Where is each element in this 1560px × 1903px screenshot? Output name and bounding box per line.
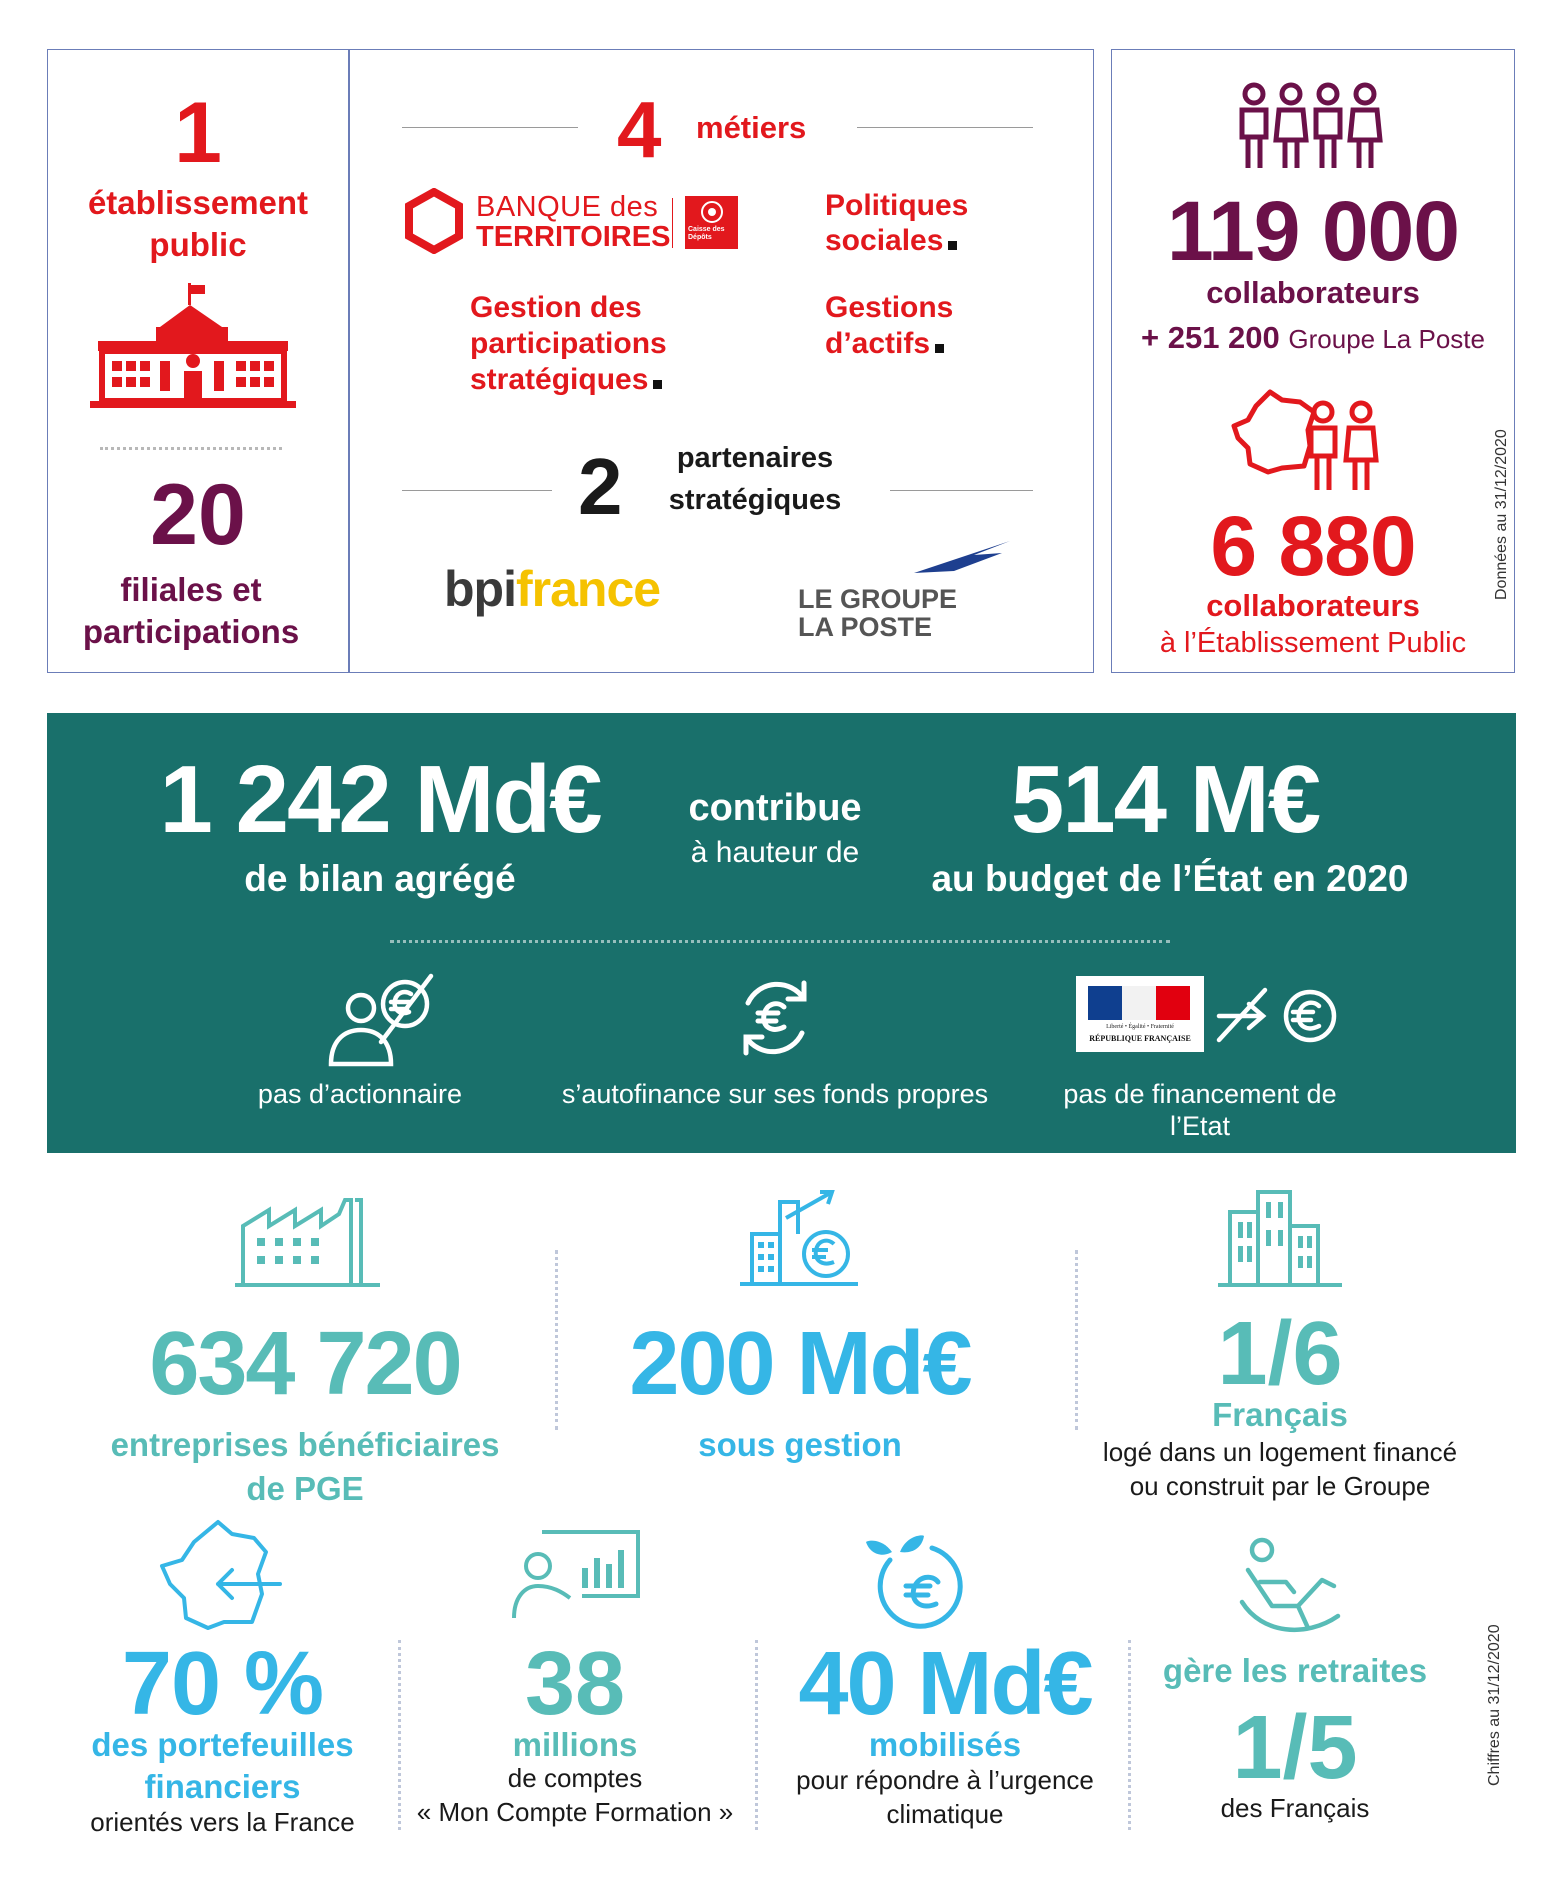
laposte-logo-line1: LE GROUPE	[798, 584, 958, 614]
no-state-funding-label: pas de financement de l’Etat	[1063, 1079, 1337, 1141]
filiales-count: 20	[150, 467, 246, 563]
divider	[555, 1250, 558, 1430]
no-shareholder-label: pas d’actionnaire	[257, 1079, 463, 1109]
rf-flag-red	[1156, 986, 1190, 1020]
groupe-la-poste-line	[1111, 320, 1515, 357]
rf-flag-blue	[1088, 986, 1122, 1020]
portfolio-label-1: des portefeuilles	[91, 1726, 354, 1763]
managed-assets-number: 200 Md€	[629, 1314, 971, 1414]
pge-label-2: de PGE	[246, 1470, 364, 1507]
france-arrow-icon	[158, 1518, 288, 1630]
pge-label-1: entreprises bénéficiaires	[110, 1426, 500, 1463]
climate-number: 40 Md€	[798, 1634, 1092, 1734]
climate-sub-1: pour répondre à l’urgence	[796, 1765, 1094, 1795]
ep-label: collaborateurs	[1206, 588, 1420, 623]
partners-label-2: stratégiques	[668, 484, 842, 516]
managed-assets-icon	[740, 1188, 860, 1288]
metier-gestions-actifs-1: Gestions	[825, 291, 954, 324]
accounts-sub-2: « Mon Compte Formation »	[416, 1797, 734, 1827]
accounts-label: millions	[512, 1726, 638, 1763]
laposte-logo-line2: LA POSTE	[798, 612, 933, 642]
rf-flag-white	[1122, 986, 1156, 1020]
climate-sub-2: climatique	[886, 1799, 1004, 1829]
portfolio-label-2: financiers	[144, 1768, 301, 1805]
partners-number: 2	[578, 442, 623, 531]
training-presentation-icon	[510, 1528, 642, 1622]
groupe-label: Groupe La Poste	[1288, 324, 1485, 354]
rf-name: RÉPUBLIQUE FRANÇAISE	[1089, 1034, 1191, 1043]
factory-icon	[235, 1196, 380, 1288]
banque-des-territoires-hexagon-icon	[404, 188, 464, 254]
filiales-label-1: filiales et	[120, 571, 262, 608]
divider	[100, 447, 282, 450]
portfolio-number: 70 %	[121, 1634, 324, 1734]
pensions-sub: des Français	[1220, 1793, 1370, 1823]
collab-number: 119 000	[1166, 184, 1459, 278]
metier-gestion-part-2: participations	[470, 327, 667, 360]
housing-label: Français	[1212, 1396, 1348, 1433]
portfolio-sub: orientés vers la France	[90, 1807, 355, 1837]
people-pair-icon	[1305, 400, 1380, 494]
banque-logo-line2: TERRITOIRES	[476, 221, 671, 253]
contribue-label: contribue	[688, 787, 862, 829]
etablissement-label-2: public	[149, 226, 247, 263]
la-poste-bird-icon	[914, 541, 1010, 577]
etablissement-count: 1	[174, 85, 222, 181]
no-state-funding-icon	[1213, 986, 1338, 1046]
climate-label: mobilisés	[868, 1726, 1022, 1763]
partners-label-1: partenaires	[676, 442, 834, 474]
pge-number: 634 720	[149, 1314, 461, 1414]
metiers-label: métiers	[696, 110, 807, 145]
housing-sub-2: ou construit par le Groupe	[1129, 1471, 1431, 1501]
groupe-number: + 251 200	[1141, 320, 1280, 355]
bpifrance-logo	[444, 562, 660, 616]
etablissement-label-1: établissement	[87, 184, 309, 221]
divider	[402, 490, 552, 491]
people-group-icon	[1234, 82, 1384, 172]
logo-divider	[672, 198, 673, 248]
managed-assets-label: sous gestion	[698, 1426, 902, 1463]
caisse-des-depots-logo	[685, 196, 738, 249]
ep-sub: à l’Établissement Public	[1159, 627, 1467, 659]
cdc-emblem-icon	[685, 198, 738, 226]
divider	[857, 127, 1033, 128]
divider	[402, 127, 578, 128]
collab-label: collaborateurs	[1206, 275, 1420, 310]
public-building-icon	[90, 283, 296, 408]
cdc-logo-text: Caisse des Dépôts	[688, 226, 725, 241]
no-shareholder-icon	[325, 972, 435, 1068]
banque-logo-line1: BANQUE des	[476, 191, 659, 223]
rf-motto: Liberté • Égalité • Fraternité	[1106, 1024, 1174, 1030]
bpi-logo-part-a: bpi	[444, 561, 516, 617]
metier-politiques-1: Politiques	[825, 189, 969, 222]
hauteur-label: à hauteur de	[690, 836, 860, 869]
accounts-number: 38	[524, 1634, 626, 1734]
divider	[1075, 1250, 1078, 1430]
rocking-chair-icon	[1238, 1536, 1342, 1640]
budget-number: 514 M€	[1010, 746, 1320, 853]
accounts-sub-1: de comptes	[507, 1763, 643, 1793]
pensions-label: gère les retraites	[1162, 1652, 1428, 1689]
bpi-logo-part-b: france	[515, 561, 661, 617]
divider	[890, 490, 1033, 491]
metier-politiques-2: sociales	[825, 223, 957, 258]
housing-number: 1/6	[1217, 1304, 1343, 1404]
bilan-number: 1 242 Md€	[159, 746, 601, 853]
filiales-label-2: participations	[82, 613, 300, 650]
ep-number: 6 880	[1210, 499, 1416, 593]
divider	[755, 1640, 758, 1830]
self-financing-label: s’autofinance sur ses fonds propres	[561, 1079, 989, 1109]
metier-gestion-part-3: stratégiques	[470, 362, 662, 397]
metier-gestions-actifs-2: d’actifs	[825, 326, 944, 361]
budget-label: au budget de l’État en 2020	[931, 858, 1409, 899]
housing-sub-1: logé dans un logement financé	[1102, 1437, 1458, 1467]
date-note: Données au 31/12/2020	[1493, 429, 1510, 600]
pensions-number: 1/5	[1232, 1698, 1358, 1798]
climate-euro-icon	[862, 1530, 976, 1630]
metiers-number: 4	[617, 85, 662, 174]
date-note: Chiffres au 31/12/2020	[1486, 1624, 1503, 1786]
bilan-label: de bilan agrégé	[244, 858, 516, 899]
buildings-icon	[1218, 1190, 1342, 1288]
self-financing-icon	[732, 975, 818, 1061]
republique-francaise-logo	[1076, 976, 1204, 1052]
metier-gestion-part-1: Gestion des	[470, 291, 642, 324]
divider	[390, 940, 1170, 943]
